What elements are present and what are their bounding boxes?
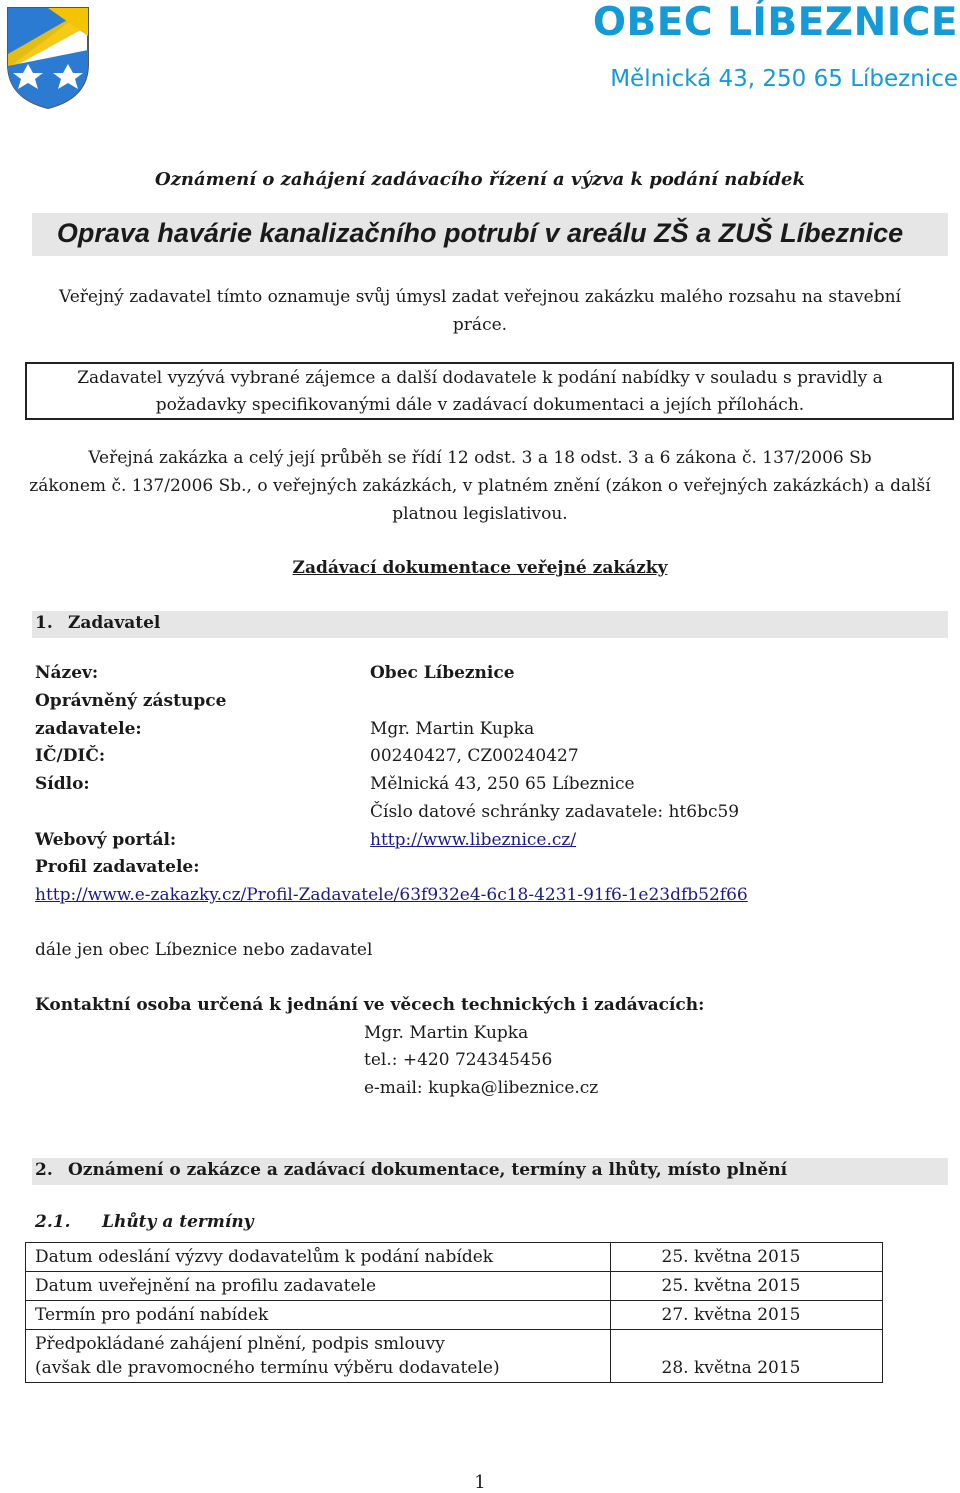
row-label: Termín pro podání nabídek [26,1301,611,1330]
box-line-1: Zadavatel vyzývá vybrané zájemce a další dodavatele k podání nabídky v souladu s pravidly a [77,368,883,388]
row-label-multiline [26,1330,611,1383]
row-date: 28. května 2015 [611,1330,883,1383]
rep-label-2: zadavatele: [35,719,142,739]
contact-name: Mgr. Martin Kupka [364,1023,529,1043]
web-link[interactable]: http://www.libeznice.cz/ [370,830,577,850]
deadlines-table [25,1242,883,1383]
subsection-number: 2.1. [35,1212,71,1232]
profile-link[interactable]: http://www.e-zakazky.cz/Profil-Zadavatele/63f932e4-6c18-4231-91f6-1e23dfb52f66 [35,885,748,905]
law-line-1: Veřejná zakázka a celý její průběh se řídí 12 odst. 3 a 18 odst. 3 a 6 zákona č. 137/2006 Sb [88,448,872,468]
org-name: OBEC LÍBEZNICE [592,0,958,45]
intro-line-2: práce. [452,315,508,335]
row-label-line-1: Předpokládané zahájení plnění, podpis smlouvy [35,1334,445,1354]
row-label: Datum odeslání výzvy dodavatelům k podání nabídek [26,1243,611,1272]
web-label: Webový portál: [35,830,177,850]
section1-number: 1. [35,613,53,633]
table-row [26,1301,883,1330]
coat-of-arms-logo [6,6,90,110]
contact-heading: Kontaktní osoba určená k jednání ve věcech technických i zadávacích: [35,995,705,1015]
ico-value: 00240427, CZ00240427 [370,746,579,766]
doc-heading: Zadávací dokumentace veřejné zakázky [292,558,668,578]
table-row [26,1330,883,1383]
profile-label: Profil zadavatele: [35,857,200,877]
name-value: Obec Líbeznice [370,663,515,683]
contact-email: e-mail: kupka@libeznice.cz [364,1078,599,1098]
contract-title: Oprava havárie kanalizačního potrubí v areálu ZŠ a ZUŠ Líbeznice [56,218,904,248]
ico-label: IČ/DIČ: [35,746,106,766]
databox-value: Číslo datové schránky zadavatele: ht6bc59 [370,802,740,822]
table-row [26,1272,883,1301]
box-line-2: požadavky specifikovanými dále v zadávací dokumentaci a jejích přílohách. [155,395,805,415]
subsection-title: Lhůty a termíny [102,1212,254,1232]
section1-title: Zadavatel [68,613,161,633]
rep-label-1: Oprávněný zástupce [35,691,227,711]
law-line-2: zákonem č. 137/2006 Sb., o veřejných zakázkách, v platném znění (zákon o veřejných zakázkách) a další [29,476,931,496]
notice-heading: Oznámení o zahájení zadávacího řízení a výzva k podání nabídek [155,169,805,190]
row-label-line-2: (avšak dle pravomocného termínu výběru dodavatele) [35,1358,500,1378]
law-line-3: platnou legislativou. [392,504,568,524]
page-number: 1 [474,1472,486,1493]
seat-value: Mělnická 43, 250 65 Líbeznice [370,774,635,794]
section2-title: Oznámení o zakázce a zadávací dokumentace, termíny a lhůty, místo plnění [68,1160,788,1180]
alias-text: dále jen obec Líbeznice nebo zadavatel [35,940,373,960]
row-date: 25. května 2015 [611,1243,883,1272]
section1-band [32,611,948,638]
contact-tel: tel.: +420 724345456 [364,1050,553,1070]
row-date: 27. května 2015 [611,1301,883,1330]
table-row [26,1243,883,1272]
org-address: Mělnická 43, 250 65 Líbeznice [610,66,958,92]
name-label: Název: [35,663,99,683]
row-label: Datum uveřejnění na profilu zadavatele [26,1272,611,1301]
rep-value: Mgr. Martin Kupka [370,719,535,739]
section2-number: 2. [35,1160,53,1180]
row-date: 25. května 2015 [611,1272,883,1301]
seat-label: Sídlo: [35,774,90,794]
intro-line-1: Veřejný zadavatel tímto oznamuje svůj úmysl zadat veřejnou zakázku malého rozsahu na stavební [59,287,901,307]
